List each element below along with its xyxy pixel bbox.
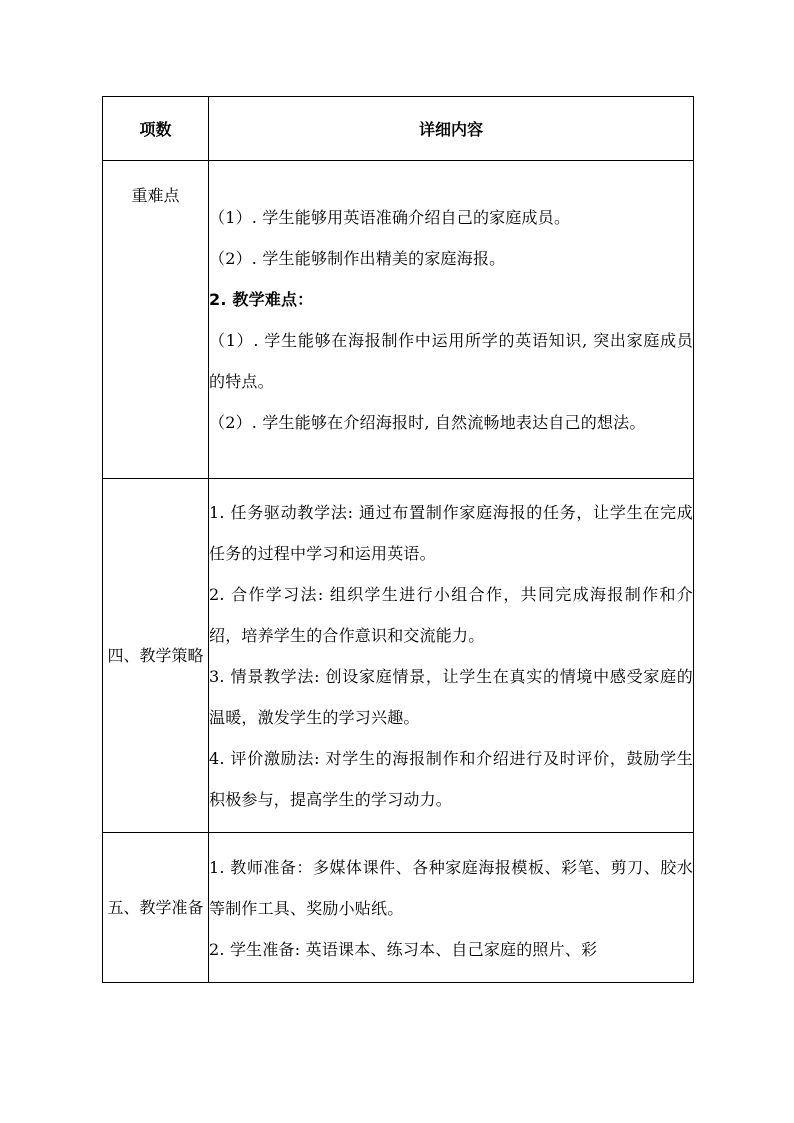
detail-line: 2. 合作学习法: 组织学生进行小组合作，共同完成海报制作和介绍，培养学生的合作意识和交流能力。 [209, 584, 693, 645]
detail-line: 3. 情景教学法: 创设家庭情景，让学生在真实的情境中感受家庭的温暖，激发学生的学习兴趣。 [209, 666, 693, 727]
detail-line: 2. 学生准备: 英语课本、练习本、自己家庭的照片、彩 [209, 940, 598, 959]
table-row-key-difficult-points [103, 161, 694, 479]
row-label-teaching-strategy: 四、教学策略 [103, 479, 209, 833]
detail-line: 1. 教师准备：多媒体课件、各种家庭海报模板、彩笔、剪刀、胶水等制作工具、奖励小贴纸。 [209, 858, 693, 918]
lesson-plan-table [102, 96, 694, 983]
row-detail-key-points [209, 161, 694, 479]
detail-line: （2）. 学生能够在介绍海报时, 自然流畅地表达自己的想法。 [209, 412, 646, 432]
detail-subheading: 2. 教学难点： [209, 289, 314, 309]
table-header-row [103, 97, 694, 161]
detail-line: （1）. 学生能够用英语准确介绍自己的家庭成员。 [209, 207, 571, 227]
detail-line: 1. 任务驱动教学法: 通过布置制作家庭海报的任务，让学生在完成任务的过程中学习和运用英语。 [209, 502, 693, 563]
header-item-column: 项数 [103, 97, 209, 161]
detail-line: 4. 评价激励法: 对学生的海报制作和介绍进行及时评价，鼓励学生积极参与，提高学生的学习动力。 [209, 748, 693, 809]
table-row-teaching-preparation [103, 833, 694, 983]
row-label-key-points: 重难点 [103, 161, 209, 479]
row-detail-teaching-preparation [209, 833, 694, 983]
detail-line: （1）. 学生能够在海报制作中运用所学的英语知识, 突出家庭成员的特点。 [209, 330, 693, 391]
header-detail-column: 详细内容 [209, 97, 694, 161]
detail-line: （2）. 学生能够制作出精美的家庭海报。 [209, 248, 506, 268]
row-detail-teaching-strategy [209, 479, 694, 833]
table-row-teaching-strategy [103, 479, 694, 833]
row-label-teaching-preparation: 五、教学准备 [103, 833, 209, 983]
